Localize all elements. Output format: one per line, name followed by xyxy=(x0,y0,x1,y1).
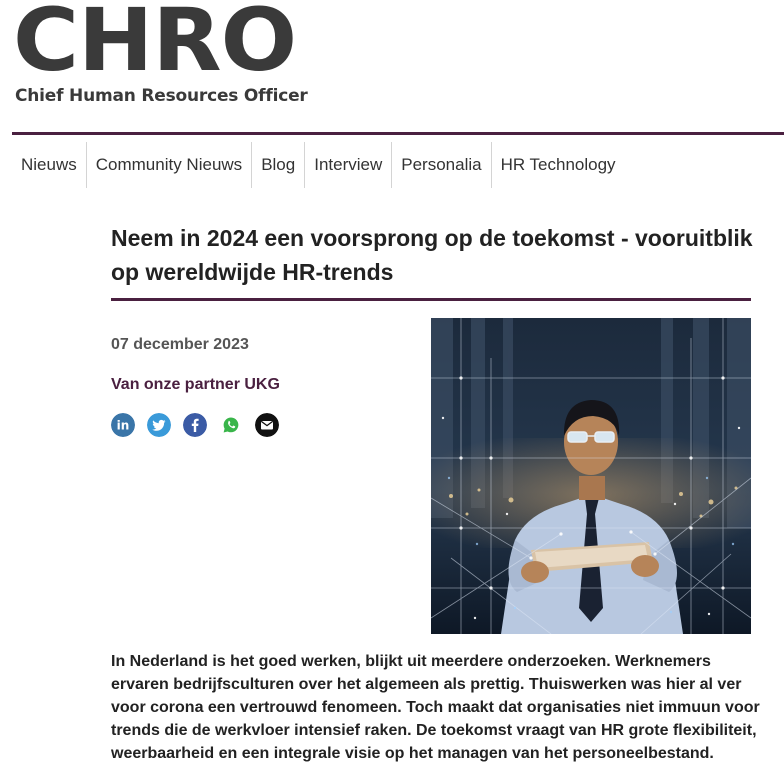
whatsapp-icon[interactable] xyxy=(219,413,243,437)
article-body: In Nederland is het goed werken, blijkt uit meerdere onderzoeken. Werknemers ervaren bedrijfsculturen over het algemeen als prettig. Thuiswerken was hier al ver voor corona een vertrouwd fenomeen. Toch maakt dat organisaties niet immuun voor trends die de werkvloer intensief raken. De toekomst vraagt van HR grote flexibiliteit, weerbaarheid en een integrale visie op het managen van het personeelbestand. xyxy=(111,653,760,762)
logo-tagline: Chief Human Resources Officer xyxy=(15,86,308,106)
article-hero-image xyxy=(431,318,751,634)
main-nav xyxy=(12,142,625,188)
article-title: Neem in 2024 een voorsprong op de toekomst - vooruitblik op wereldwijde HR-trends xyxy=(111,225,753,285)
facebook-icon[interactable] xyxy=(183,413,207,437)
twitter-icon[interactable] xyxy=(147,413,171,437)
nav-item-interview[interactable]: Interview xyxy=(304,142,391,188)
share-bar xyxy=(111,413,291,437)
logo-wordmark: CHRO xyxy=(13,0,297,92)
nav-item-personalia[interactable]: Personalia xyxy=(391,142,490,188)
nav-item-nieuws[interactable]: Nieuws xyxy=(21,155,77,174)
article-date: 07 december 2023 xyxy=(111,336,249,353)
nav-item-hr-technology[interactable]: HR Technology xyxy=(491,142,625,188)
svg-text:in: in xyxy=(116,418,130,433)
email-icon[interactable] xyxy=(255,413,279,437)
header-divider xyxy=(12,132,784,135)
nav-item-blog[interactable]: Blog xyxy=(251,142,304,188)
title-divider xyxy=(111,298,751,301)
article-byline[interactable]: Van onze partner UKG xyxy=(111,376,280,393)
site-logo[interactable] xyxy=(13,0,308,106)
nav-item-community-nieuws[interactable]: Community Nieuws xyxy=(86,142,251,188)
linkedin-icon[interactable] xyxy=(111,413,135,437)
